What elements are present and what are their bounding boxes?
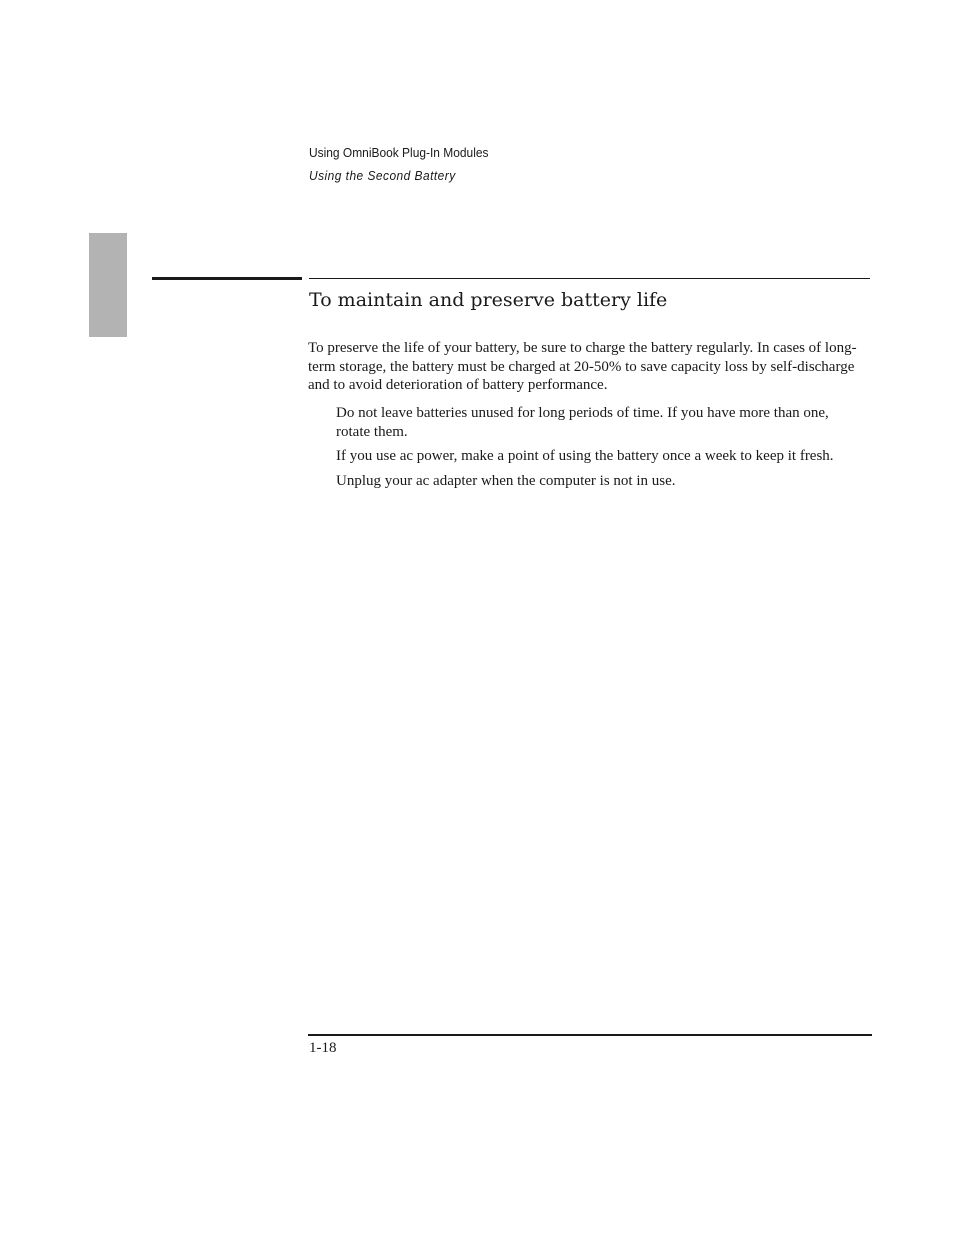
tips-list (336, 404, 864, 496)
intro-paragraph: To preserve the life of your battery, be sure to charge the battery regularly. In cases of long-term storage, the battery must be charged at 20-50% to save capacity loss by self-discharge and to avoid deterioration of battery performance. (308, 340, 857, 393)
chapter-title: Using OmniBook Plug-In Modules (309, 145, 489, 160)
list-item: Do not leave batteries unused for long periods of time. If you have more than one, rotate them. (336, 405, 829, 440)
page-number: 1-18 (309, 1040, 337, 1056)
footer-rule (308, 1034, 872, 1036)
running-head (309, 141, 488, 187)
section-title: To maintain and preserve battery life (309, 289, 668, 311)
list-item: Unplug your ac adapter when the computer is not in use. (336, 472, 676, 489)
list-item: If you use ac power, make a point of using the battery once a week to keep it fresh. (336, 448, 834, 464)
section-subtitle: Using the Second Battery (309, 168, 456, 183)
chapter-thumb-tab (89, 233, 127, 337)
heading-rule-left (152, 277, 302, 280)
heading-rule-right (309, 278, 870, 279)
